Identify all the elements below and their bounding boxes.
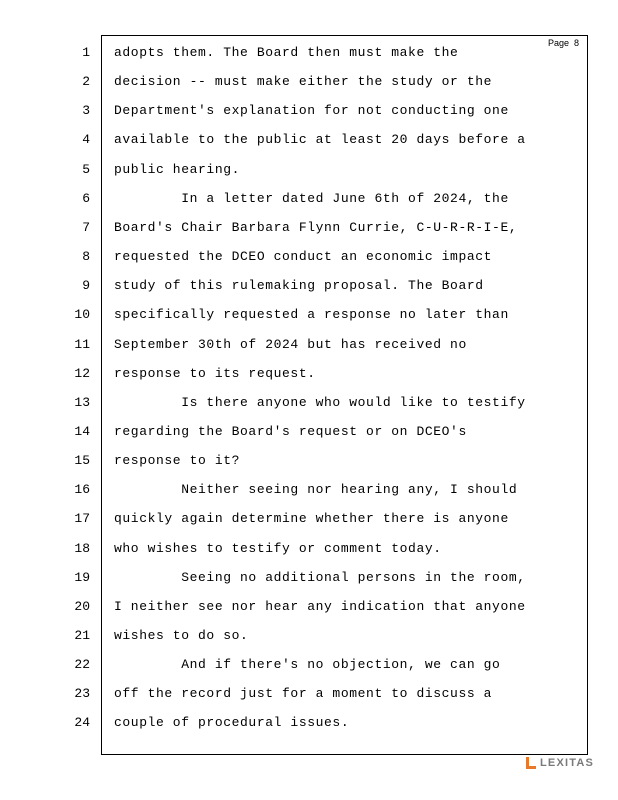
transcript-line-text: quickly again determine whether there is anyone (114, 511, 509, 526)
transcript-line-text: Neither seeing nor hearing any, I should (114, 482, 518, 497)
line-number: 20 (74, 599, 90, 614)
transcript-line-text: adopts them. The Board then must make the (114, 45, 459, 60)
line-number: 5 (82, 162, 90, 177)
line-number: 22 (74, 657, 90, 672)
line-number: 13 (74, 395, 90, 410)
line-number: 18 (74, 541, 90, 556)
page-number-value: 8 (573, 38, 579, 48)
transcript-line-text: regarding the Board's request or on DCEO's (114, 424, 467, 439)
transcript-line-text: who wishes to testify or comment today. (114, 541, 442, 556)
transcript-line-text: specifically requested a response no later than (114, 307, 509, 322)
line-number: 10 (74, 307, 90, 322)
transcript-line-text: I neither see nor hear any indication that anyone (114, 599, 526, 614)
transcript-line-text: off the record just for a moment to discuss a (114, 686, 493, 701)
line-number: 12 (74, 366, 90, 381)
line-number: 16 (74, 482, 90, 497)
lexitas-logo (525, 756, 594, 770)
line-number: 7 (82, 220, 90, 235)
line-number: 19 (74, 570, 90, 585)
line-number: 14 (74, 424, 90, 439)
transcript-line-text: response to its request. (114, 366, 316, 381)
page-number (548, 38, 579, 48)
line-number: 11 (74, 337, 90, 352)
transcript-line-text: decision -- must make either the study or the (114, 74, 493, 89)
transcript-line-text: September 30th of 2024 but has received no (114, 337, 467, 352)
transcript-line-text: And if there's no objection, we can go (114, 657, 501, 672)
transcript-line-text: couple of procedural issues. (114, 715, 350, 730)
transcript-line-text: response to it? (114, 453, 241, 468)
lexitas-logo-icon (525, 756, 537, 770)
transcript-line-text: public hearing. (114, 162, 241, 177)
page-number-label: Page (547, 38, 569, 48)
lexitas-logo-text: LEXITAS (540, 757, 595, 769)
transcript-line-text: study of this rulemaking proposal. The Board (114, 278, 484, 293)
line-number: 9 (82, 278, 90, 293)
line-number: 15 (74, 453, 90, 468)
line-number: 8 (82, 249, 90, 264)
line-number: 3 (82, 103, 90, 118)
transcript-line-text: Seeing no additional persons in the room, (114, 570, 526, 585)
line-number: 1 (82, 45, 90, 60)
transcript-line-text: Department's explanation for not conducting one (114, 103, 509, 118)
transcript-line-text: requested the DCEO conduct an economic impact (114, 249, 493, 264)
line-number: 23 (74, 686, 90, 701)
line-number: 17 (74, 511, 90, 526)
transcript-line-text: wishes to do so. (114, 628, 249, 643)
transcript-line-text: available to the public at least 20 days before a (114, 132, 526, 147)
transcript-line-text: Board's Chair Barbara Flynn Currie, C-U-R-R-I-E, (114, 220, 518, 235)
line-number: 24 (74, 715, 90, 730)
line-number: 4 (82, 132, 90, 147)
line-number: 21 (74, 628, 90, 643)
transcript-line-text: Is there anyone who would like to testify (114, 395, 526, 410)
line-number: 2 (82, 74, 90, 89)
line-number: 6 (82, 191, 90, 206)
transcript-line-text: In a letter dated June 6th of 2024, the (114, 191, 509, 206)
